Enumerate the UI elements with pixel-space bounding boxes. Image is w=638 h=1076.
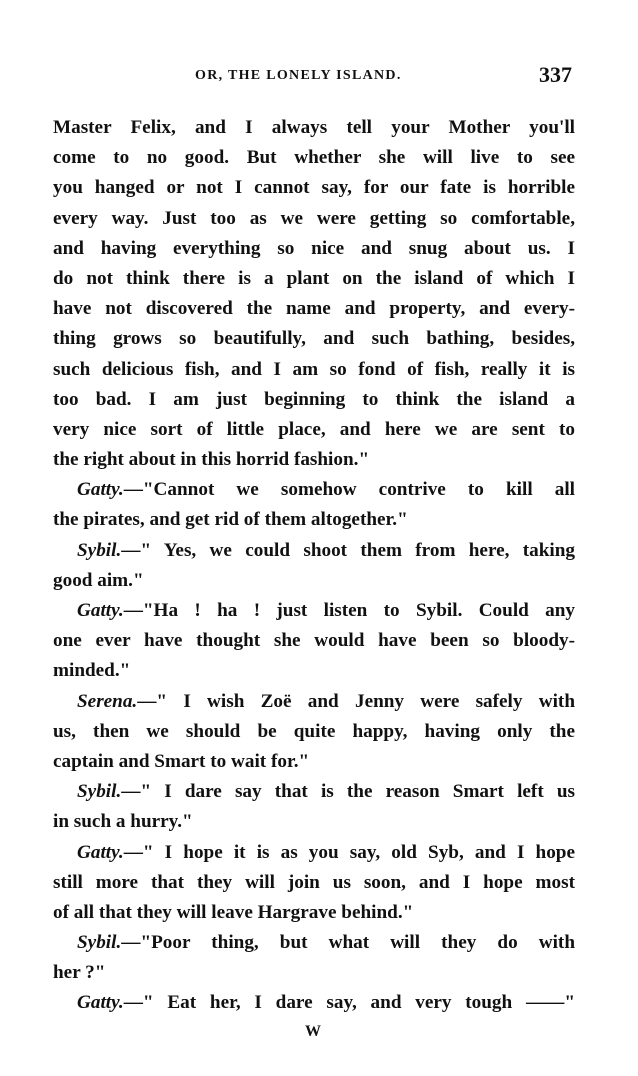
dialogue-continuation: of all that they will leave Hargrave behind." xyxy=(53,901,414,923)
dialogue-continuation: us, then we should be quite happy, having only the xyxy=(53,720,575,742)
dialogue-line xyxy=(53,596,575,626)
running-title: OR, THE LONELY ISLAND. xyxy=(195,68,402,83)
text-line: Master Felix, and I always tell your Mother you'll xyxy=(53,117,575,138)
dialogue-line xyxy=(53,475,575,505)
dialogue-text: —" Eat her, I dare say, and very tough ——" xyxy=(123,992,575,1014)
dialogue-text: —"Poor thing, but what will they do with xyxy=(121,932,575,954)
page-text xyxy=(53,113,575,1019)
dialogue-speaker: Gatty. xyxy=(77,841,124,863)
dialogue-speaker: Sybil. xyxy=(77,539,122,561)
dialogue-continuation: in such a hurry." xyxy=(53,811,193,833)
dialogue-speaker: Sybil. xyxy=(77,781,122,803)
dialogue-line xyxy=(53,687,575,717)
dialogue-line xyxy=(53,928,575,958)
text-line: thing grows so beautifully, and such bathing, besides, xyxy=(53,328,575,350)
dialogue-text: —" I dare say that is the reason Smart left us xyxy=(121,781,575,803)
dialogue-text: —" I hope it is as you say, old Syb, and I hope xyxy=(123,841,575,863)
dialogue-line xyxy=(53,988,575,1018)
dialogue-speaker: Gatty. xyxy=(77,992,124,1014)
dialogue-continuation: one ever have thought she would have been so bloody- xyxy=(53,630,575,652)
dialogue-speaker: Serena. xyxy=(77,690,138,712)
dialogue-line xyxy=(53,536,575,566)
dialogue-line xyxy=(53,777,575,807)
dialogue-text: —"Ha ! ha ! just listen to Sybil. Could any xyxy=(123,600,575,621)
dialogue-speaker: Sybil. xyxy=(77,932,122,954)
dialogue-line xyxy=(53,838,575,868)
text-line: every way. Just too as we were getting so comfortable, xyxy=(53,207,575,229)
page-number: 337 xyxy=(539,62,572,87)
dialogue-text: —" I wish Zoë and Jenny were safely with xyxy=(137,690,575,712)
dialogue-continuation: captain and Smart to wait for." xyxy=(53,750,310,772)
text-line: the right about in this horrid fashion." xyxy=(53,449,370,471)
dialogue-continuation: her ?" xyxy=(53,962,106,984)
text-line: too bad. I am just beginning to think the island a xyxy=(53,388,575,410)
text-line: come to no good. But whether she will live to see xyxy=(53,147,575,169)
dialogue-speaker: Gatty. xyxy=(77,600,124,621)
signature-mark: W xyxy=(305,1023,321,1040)
text-line: have not discovered the name and property, and every- xyxy=(53,298,575,320)
text-line: very nice sort of little place, and here we are sent to xyxy=(53,418,575,440)
dialogue-text: —"Cannot we somehow contrive to kill all xyxy=(123,479,575,501)
dialogue-continuation: minded." xyxy=(53,660,131,682)
text-line: such delicious fish, and I am so fond of fish, really it is xyxy=(53,358,575,380)
dialogue-continuation: good aim." xyxy=(53,569,144,591)
dialogue-speaker: Gatty. xyxy=(77,479,124,501)
text-line: do not think there is a plant on the island of which I xyxy=(53,267,575,289)
dialogue-text: —" Yes, we could shoot them from here, taking xyxy=(121,539,575,561)
text-line: you hanged or not I cannot say, for our fate is horrible xyxy=(53,177,575,199)
dialogue-continuation: the pirates, and get rid of them altogether." xyxy=(53,509,408,531)
dialogue-continuation: still more that they will join us soon, and I hope most xyxy=(53,871,575,893)
text-line: and having everything so nice and snug about us. I xyxy=(53,237,575,259)
